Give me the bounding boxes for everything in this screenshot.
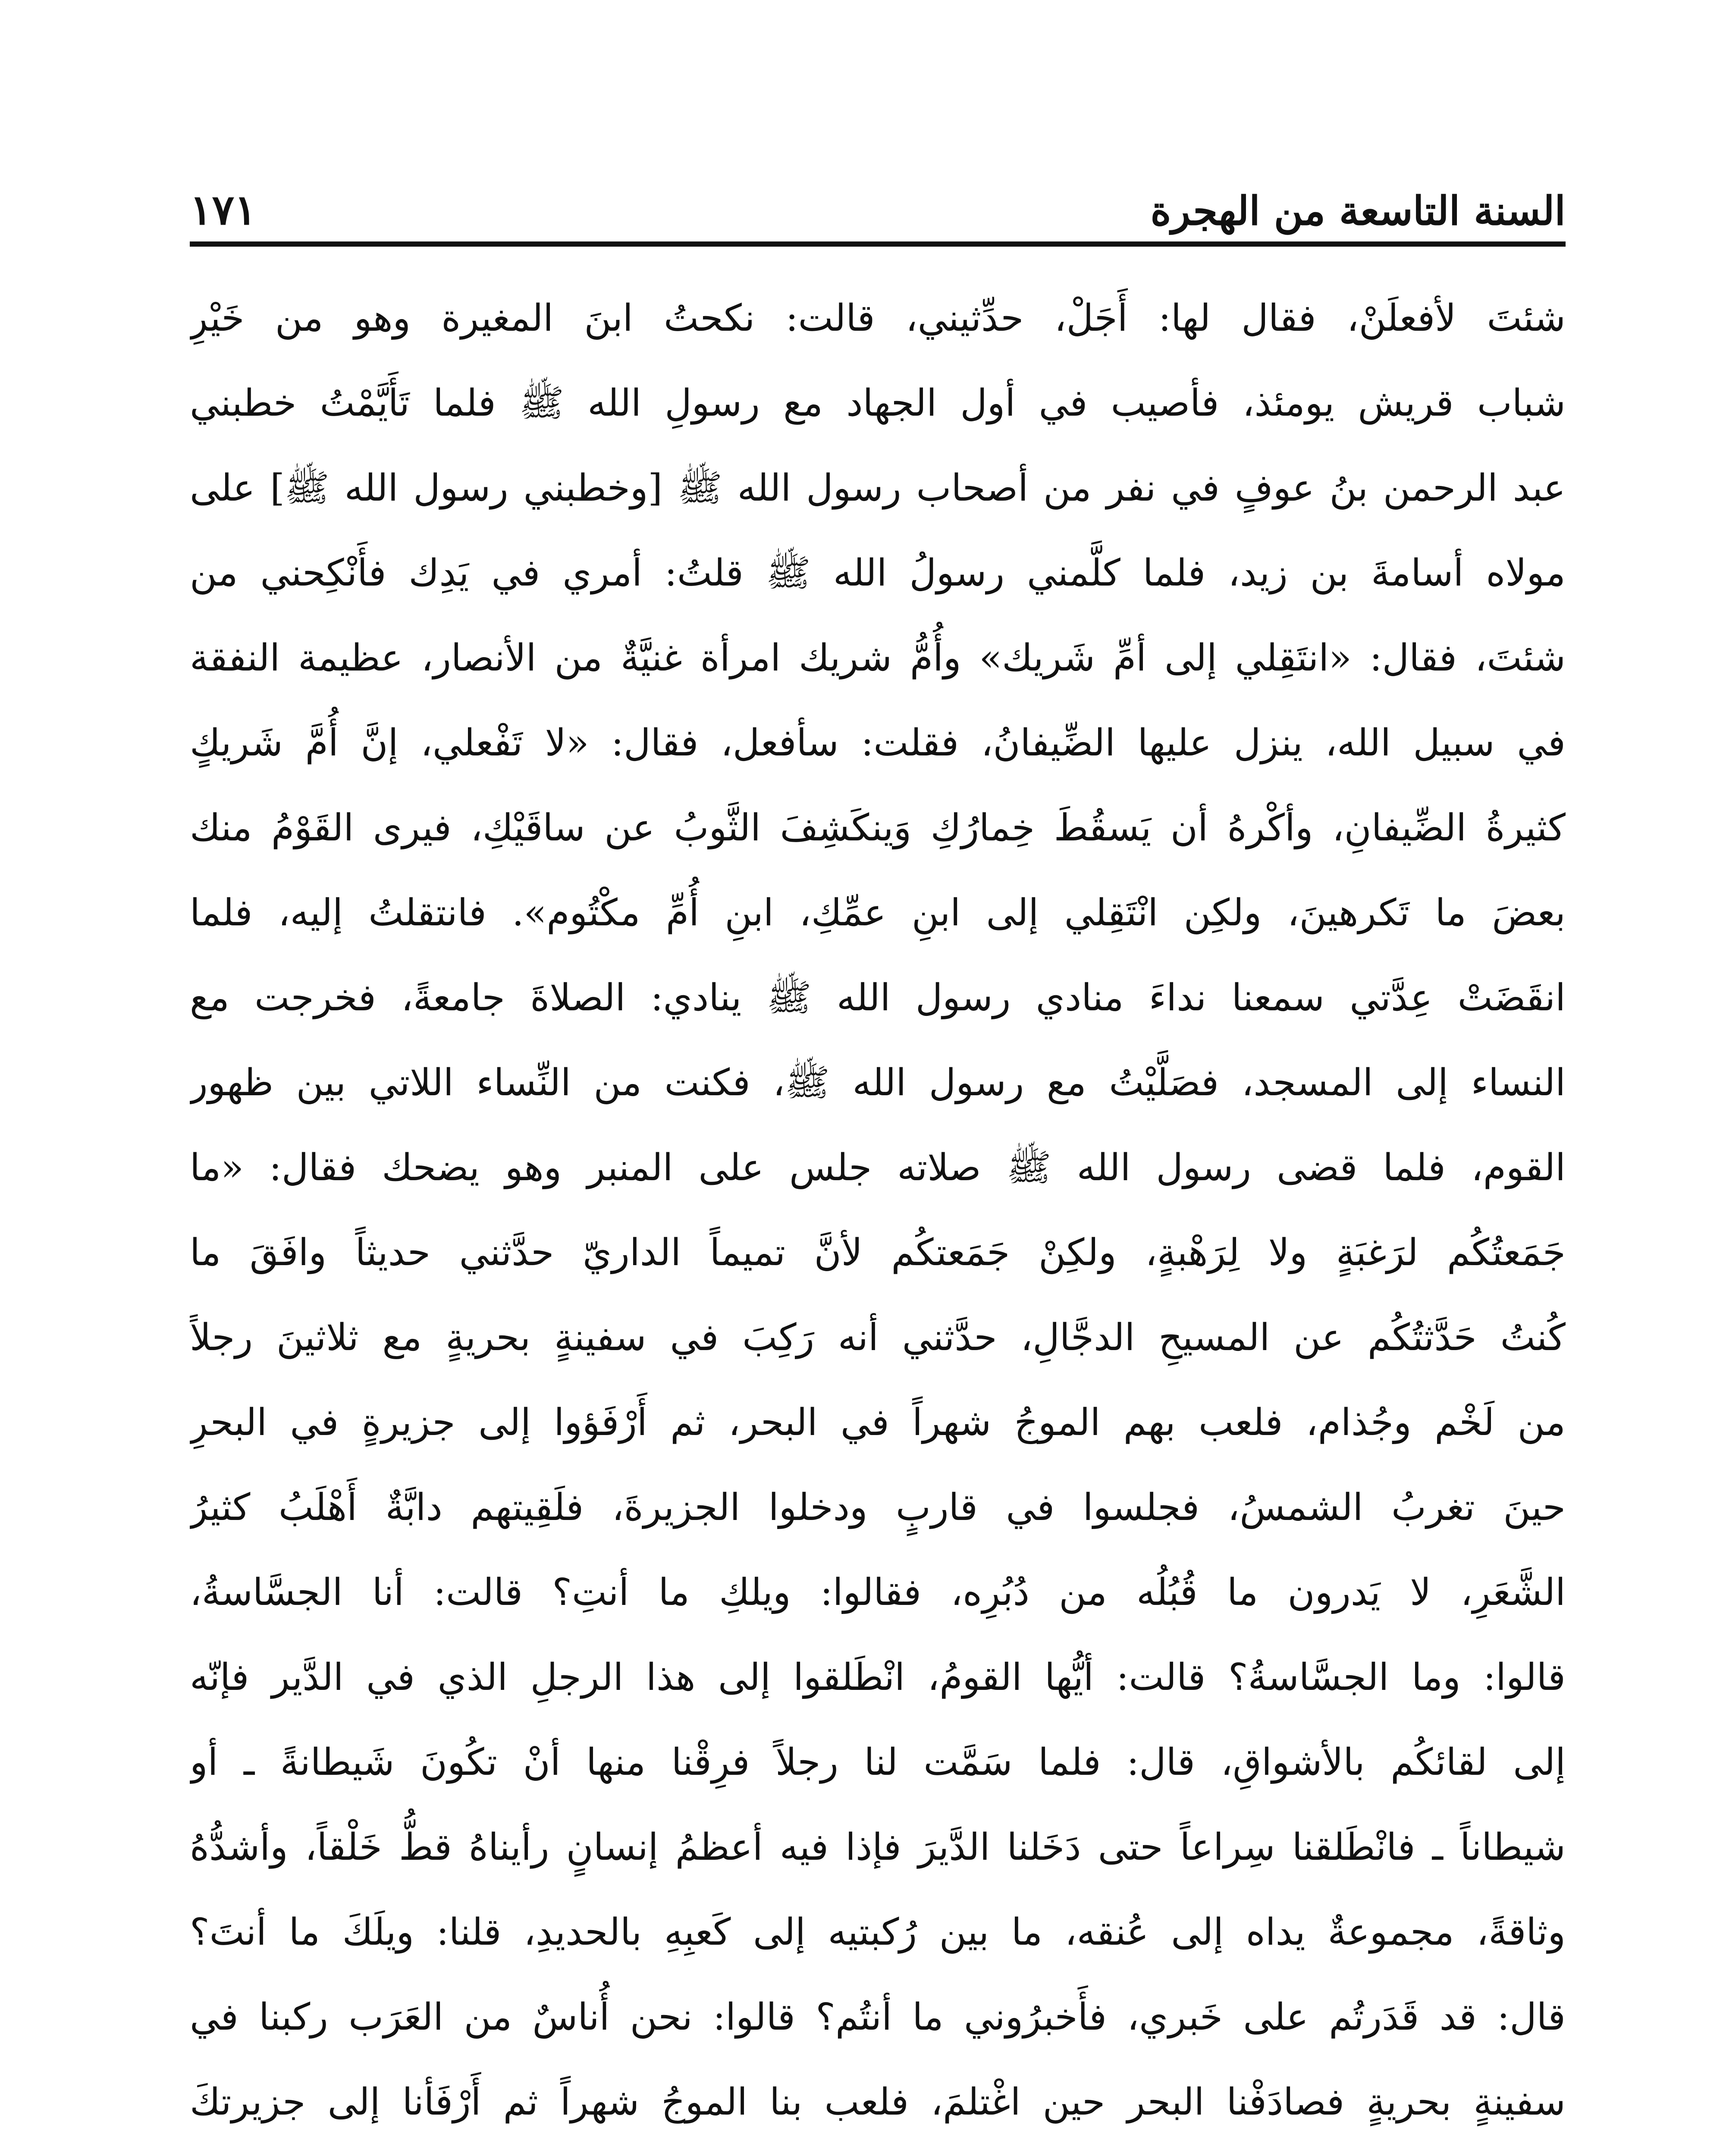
text-line: شئتَ لأفعلَنْ، فقال لها: أَجَلْ، حدِّثيني، قالت: نكحتُ ابنَ المغيرة وهو من خَيْرِ bbox=[190, 297, 1566, 340]
page-header bbox=[190, 166, 1566, 234]
page-number: ١٧١ bbox=[190, 185, 257, 234]
text-line: عبد الرحمن بنُ عوفٍ في نفر من أصحاب رسول الله ﷺ [وخطبني رسول الله ﷺ] على bbox=[190, 467, 1566, 510]
body-text bbox=[190, 276, 1566, 2156]
text-line: سفينةٍ بحريةٍ فصادَفْنا البحر حين اغْتلمَ، فلعب بنا الموجُ شهراً ثم أَرْفَأنا إلى جزيرتكَ bbox=[190, 2081, 1566, 2124]
text-line: القوم، فلما قضى رسول الله ﷺ صلاته جلس على المنبر وهو يضحك فقال: «ما bbox=[190, 1146, 1566, 1189]
header-rule bbox=[190, 241, 1566, 247]
text-line: الشَّعَرِ، لا يَدرون ما قُبُلُه من دُبُرِه، فقالوا: ويلكِ ما أنتِ؟ قالت: أنا الجسَّاسةُ، bbox=[190, 1571, 1566, 1614]
text-line: بعضَ ما تَكرهينَ، ولكِن انْتَقِلي إلى ابنِ عمِّكِ، ابنِ أُمِّ مكْتُوم». فانتقلتُ إليه، فلما bbox=[190, 891, 1566, 934]
text-line: كُنتُ حَدَّثتُكُم عن المسيحِ الدجَّالِ، حدَّثني أنه رَكِبَ في سفينةٍ بحريةٍ مع ثلاثينَ رجلاً bbox=[190, 1316, 1566, 1359]
text-line: شيطاناً ـ فانْطَلقنا سِراعاً حتى دَخَلنا الدَّيرَ فإذا فيه أعظمُ إنسانٍ رأيناهُ قطُّ خَلْقاً، وأشدُّهُ bbox=[190, 1826, 1566, 1869]
text-line: إلى لقائكُم بالأشواقِ، قال: فلما سَمَّت لنا رجلاً فرِقْنا منها أنْ تكُونَ شَيطانةً ـ أو bbox=[190, 1741, 1566, 1784]
text-line: انقَضَتْ عِدَّتي سمعنا نداءَ منادي رسول الله ﷺ ينادي: الصلاةَ جامعةً، فخرجت مع bbox=[190, 976, 1566, 1019]
text-line: شباب قريش يومئذ، فأصيب في أول الجهاد مع رسولِ الله ﷺ فلما تَأَيَّمْتُ خطبني bbox=[190, 382, 1566, 425]
text-line: قالوا: وما الجسَّاسةُ؟ قالت: أيُّها القومُ، انْطَلقوا إلى هذا الرجلِ الذي في الدَّير فإنّه bbox=[190, 1656, 1566, 1699]
text-line: قال: قد قَدَرتُم على خَبري، فأَخبرُوني ما أنتُم؟ قالوا: نحن أُناسٌ من العَرَب ركبنا في bbox=[190, 1996, 1566, 2039]
text-line: حينَ تغربُ الشمسُ، فجلسوا في قاربٍ ودخلوا الجزيرةَ، فلَقِيتهم دابَّةٌ أَهْلَبُ كثيرُ bbox=[190, 1486, 1566, 1529]
text-line: وثاقةً، مجموعةٌ يداه إلى عُنقه، ما بين رُكبتيه إلى كَعبِهِ بالحديدِ، قلنا: ويلَكَ ما أنتَ؟ bbox=[190, 1911, 1566, 1954]
text-line: مولاه أسامةَ بن زيد، فلما كلَّمني رسولُ الله ﷺ قلتُ: أمري في يَدِك فأَنْكِحني من bbox=[190, 552, 1566, 595]
text-line: من لَخْم وجُذام، فلعب بهم الموجُ شهراً في البحر، ثم أَرْفَؤوا إلى جزيرةٍ في البحرِ bbox=[190, 1401, 1566, 1444]
running-head: السنة التاسعة من الهجرة bbox=[1150, 188, 1566, 234]
text-line: جَمَعتُكُم لرَغبَةٍ ولا لِرَهْبةٍ، ولكِنْ جَمَعتكُم لأنَّ تميماً الداريّ حدَّثني حديثاً وافَقَ ما bbox=[190, 1231, 1566, 1274]
text-line: شئتَ، فقال: «انتَقِلي إلى أمِّ شَريك» وأُمُّ شريك امرأة غنيَّةٌ من الأنصار، عظيمة النفقة bbox=[190, 636, 1566, 680]
text-line: كثيرةُ الضِّيفانِ، وأكْرهُ أن يَسقُطَ خِمارُكِ وَينكَشِفَ الثَّوبُ عن ساقَيْكِ، فيرى القَوْمُ منك bbox=[190, 806, 1566, 849]
text-line: في سبيل الله، ينزل عليها الضِّيفانُ، فقلت: سأفعل، فقال: «لا تَفْعلي، إنَّ أُمَّ شَريكٍ bbox=[190, 721, 1566, 765]
text-line: النساء إلى المسجد، فصَلَّيْتُ مع رسول الله ﷺ، فكنت من النِّساء اللاتي بين ظهور bbox=[190, 1061, 1566, 1104]
text-line bbox=[190, 2145, 1566, 2156]
